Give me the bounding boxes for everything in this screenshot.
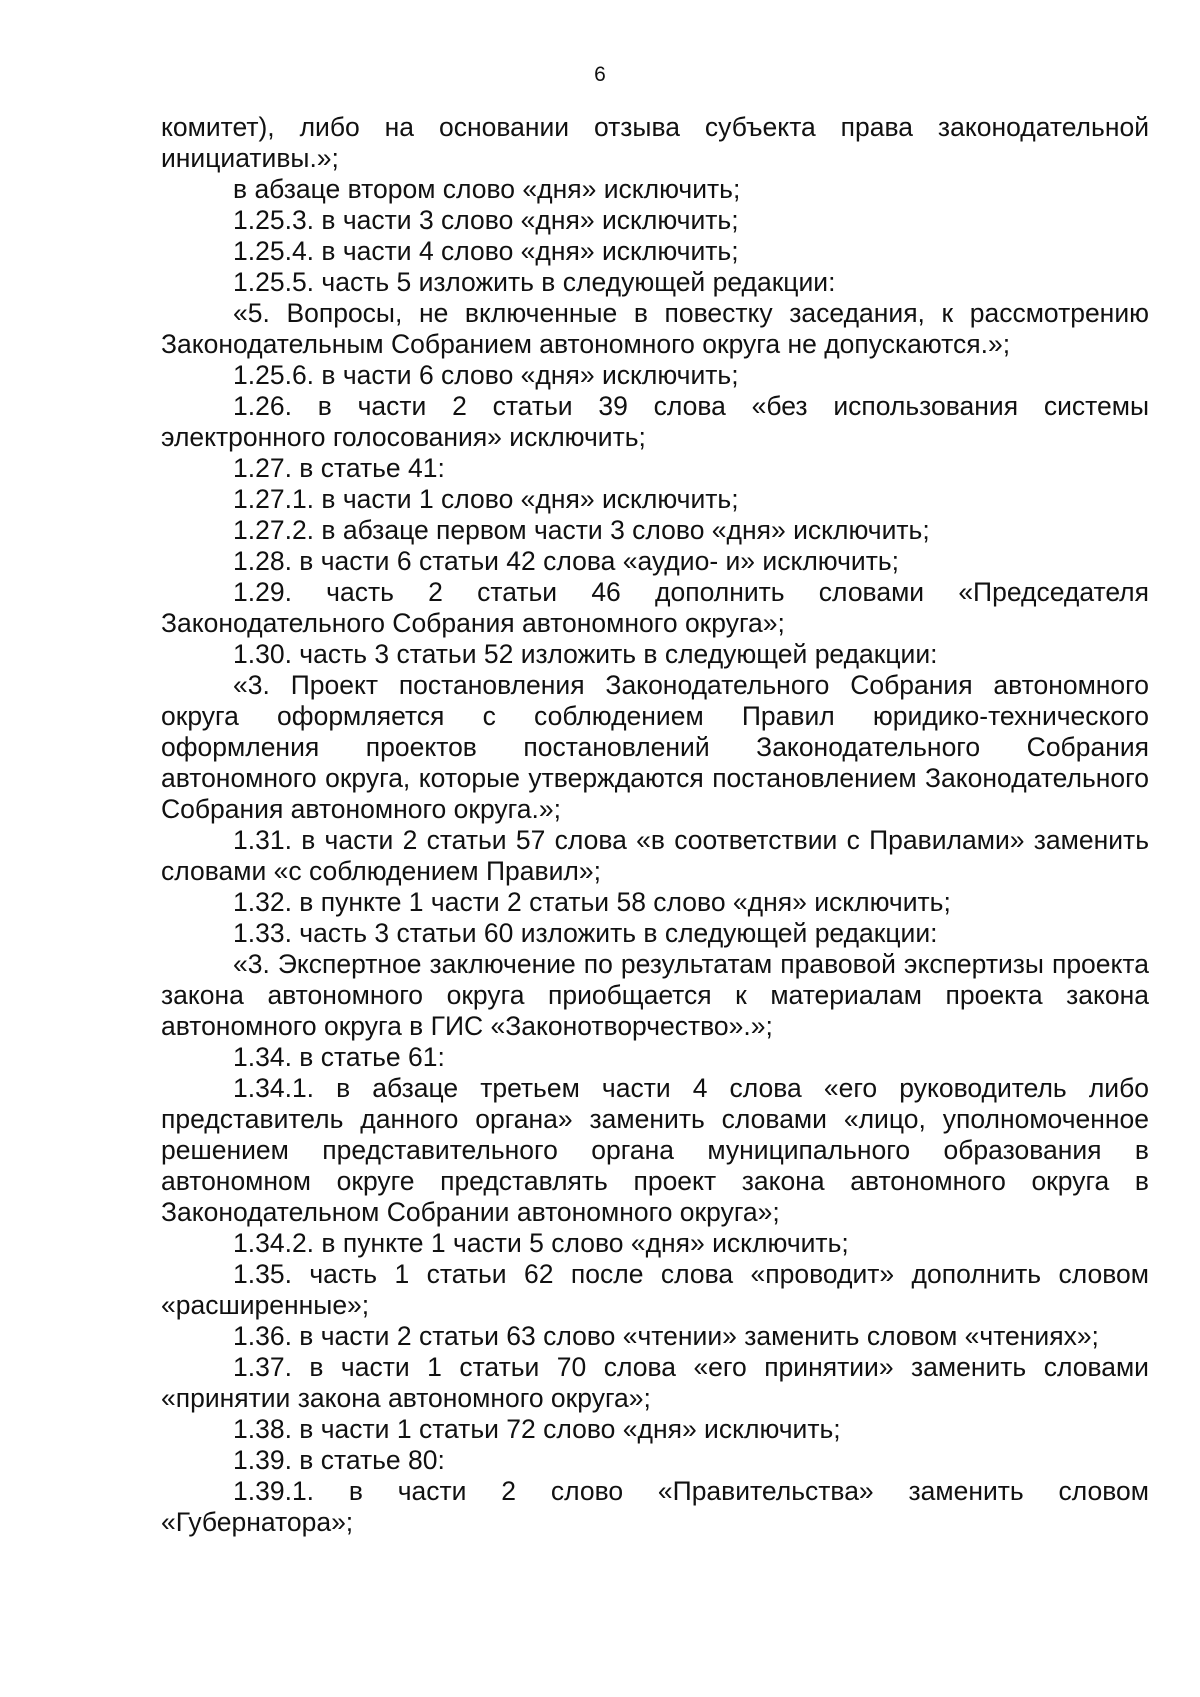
paragraph: «3. Экспертное заключение по результатам правовой экспертизы проекта закона автономного округа приобщается к материалам проекта закона автономного округа в ГИС «Законотворчество».»; [161,949,1149,1041]
paragraph: 1.38. в части 1 статьи 72 слово «дня» исключить; [233,1414,841,1444]
paragraph: 1.30. часть 3 статьи 52 изложить в следующей редакции: [233,639,938,669]
paragraph: 1.29. часть 2 статьи 46 дополнить словами «Председателя Законодательного Собрания автономного округа»; [161,577,1149,638]
paragraph: 1.31. в части 2 статьи 57 слова «в соответствии с Правилами» заменить словами «с соблюдением Правил»; [161,825,1149,886]
paragraph: 1.39. в статье 80: [233,1445,445,1475]
page-number: 6 [594,63,606,86]
paragraph: 1.25.4. в части 4 слово «дня» исключить; [233,236,739,266]
paragraph: 1.36. в части 2 статьи 63 слово «чтении» заменить словом «чтениях»; [233,1321,1099,1351]
paragraph: 1.33. часть 3 статьи 60 изложить в следующей редакции: [233,918,938,948]
paragraph: 1.34.1. в абзаце третьем части 4 слова «его руководитель либо представитель данного органа» заменить словами «лицо, уполномоченное решением представительного органа муниципального образования в автономном округе представлять проект закона автономного округа в Законодательном Собрании автономного округа»; [161,1073,1149,1227]
paragraph: 1.35. часть 1 статьи 62 после слова «проводит» дополнить словом «расширенные»; [161,1259,1149,1320]
paragraph: комитет), либо на основании отзыва субъекта права законодательной инициативы.»; [161,112,1149,173]
paragraph: 1.27.2. в абзаце первом части 3 слово «дня» исключить; [233,515,930,545]
paragraph: «3. Проект постановления Законодательного Собрания автономного округа оформляется с соблюдением Правил юридико-технического оформления проектов постановлений Законодательного Собрания автономного округа, которые утверждаются постановлением Законодательного Собрания автономного округа.»; [161,670,1149,824]
paragraph: 1.34.2. в пункте 1 части 5 слово «дня» исключить; [233,1228,849,1258]
paragraph: 1.27. в статье 41: [233,453,445,483]
paragraph: 1.25.6. в части 6 слово «дня» исключить; [233,360,739,390]
paragraph: 1.25.5. часть 5 изложить в следующей редакции: [233,267,836,297]
paragraph: 1.37. в части 1 статьи 70 слова «его принятии» заменить словами «принятии закона автономного округа»; [161,1352,1149,1413]
document-body [161,112,1149,1538]
paragraph: 1.26. в части 2 статьи 39 слова «без использования системы электронного голосования» исключить; [161,391,1149,452]
paragraph: 1.34. в статье 61: [233,1042,445,1072]
paragraph: 1.32. в пункте 1 части 2 статьи 58 слово «дня» исключить; [233,887,951,917]
paragraph: 1.27.1. в части 1 слово «дня» исключить; [233,484,739,514]
paragraph: 1.25.3. в части 3 слово «дня» исключить; [233,205,739,235]
paragraph: 1.39.1. в части 2 слово «Правительства» заменить словом «Губернатора»; [161,1476,1149,1537]
paragraph: в абзаце втором слово «дня» исключить; [233,174,741,204]
paragraph: 1.28. в части 6 статьи 42 слова «аудио- и» исключить; [233,546,900,576]
paragraph: «5. Вопросы, не включенные в повестку заседания, к рассмотрению Законодательным Собранием автономного округа не допускаются.»; [161,298,1149,359]
